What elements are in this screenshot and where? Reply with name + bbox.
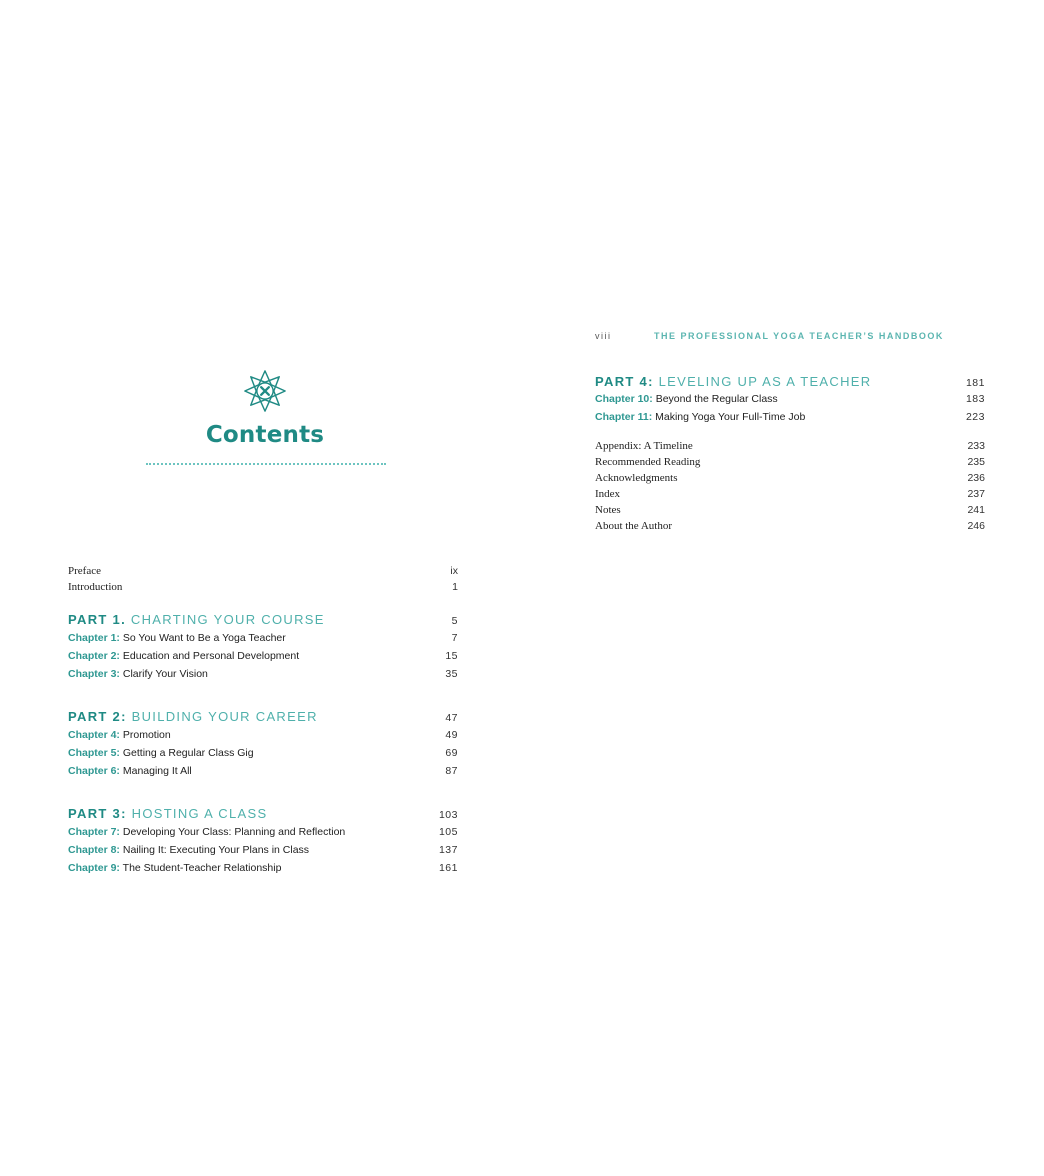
toc-chapter-10[interactable] [595,393,985,405]
running-title: THE PROFESSIONAL YOGA TEACHER’S HANDBOOK [654,331,944,341]
toc-page-number: 87 [445,765,458,777]
toc-page-number: 223 [965,411,985,423]
toc-page-number: 69 [445,747,458,759]
chapter-label: Chapter 3: [68,668,120,680]
chapter-title: Making Yoga Your Full-Time Job [655,411,806,423]
toc-chapter-11[interactable] [595,411,985,423]
toc-entry-title: Notes [595,504,621,516]
toc-page-number: 181 [965,377,985,389]
toc-entry-title: Acknowledgments [595,472,678,484]
toc-chapter-6[interactable] [68,765,458,777]
toc-page-number: 47 [445,712,458,724]
toc-entry-title: Appendix: A Timeline [595,440,693,452]
toc-part-2[interactable] [68,709,458,724]
toc-entry-preface[interactable] [68,565,458,577]
toc-entry-title: Introduction [68,581,123,593]
toc-chapter-1[interactable] [68,632,458,644]
chapter-title: Clarify Your Vision [122,668,208,680]
chapter-label: Chapter 7: [68,826,120,838]
chapter-title: So You Want to Be a Yoga Teacher [122,632,286,644]
toc-chapter-3[interactable] [68,668,458,680]
chapter-title: The Student-Teacher Relationship [122,862,282,874]
toc-entry-title: Preface [68,565,101,577]
lotus-emblem-icon [242,368,288,414]
toc-chapter-7[interactable] [68,826,458,838]
toc-part-1[interactable] [68,612,458,627]
chapter-title: Managing It All [122,765,192,777]
toc-page-number: 7 [451,632,458,644]
toc-entry-acknowledgments[interactable] [595,472,985,484]
toc-entry-about-the-author[interactable] [595,520,985,532]
toc-chapter-9[interactable] [68,862,458,874]
toc-page-number: 235 [967,456,985,468]
toc-page-number: 105 [438,826,458,838]
part-title: CHARTING YOUR COURSE [130,612,325,627]
chapter-label: Chapter 10: [595,393,653,405]
toc-page-number: 237 [967,488,985,500]
dotted-divider [146,463,386,465]
part-label: PART 3: [68,806,127,821]
part-label: PART 4: [595,374,654,389]
toc-page-number: 35 [445,668,458,680]
part-title: BUILDING YOUR CAREER [131,709,318,724]
toc-page-number: ix [450,565,458,577]
page-folio: viii [595,331,612,341]
toc-page-number: 49 [445,729,458,741]
toc-entry-introduction[interactable] [68,581,458,593]
left-page [68,0,458,1176]
toc-chapter-5[interactable] [68,747,458,759]
toc-page-number: 161 [438,862,458,874]
toc-part-3[interactable] [68,806,458,821]
toc-entry-index[interactable] [595,488,985,500]
chapter-title: Nailing It: Executing Your Plans in Class [122,844,310,856]
toc-part-4[interactable] [595,374,985,389]
chapter-label: Chapter 4: [68,729,120,741]
toc-page-number: 233 [967,440,985,452]
toc-entry-recommended-reading[interactable] [595,456,985,468]
right-page [595,0,985,1176]
part-title: LEVELING UP AS A TEACHER [658,374,872,389]
toc-chapter-2[interactable] [68,650,458,662]
toc-page-number: 236 [967,472,985,484]
toc-page-number: 241 [967,504,985,516]
chapter-title: Beyond the Regular Class [655,393,778,405]
chapter-label: Chapter 5: [68,747,120,759]
toc-entry-title: Recommended Reading [595,456,701,468]
toc-entry-title: About the Author [595,520,672,532]
part-label: PART 1. [68,612,126,627]
toc-entry-notes[interactable] [595,504,985,516]
toc-page-number: 15 [445,650,458,662]
chapter-label: Chapter 1: [68,632,120,644]
chapter-label: Chapter 9: [68,862,120,874]
toc-page-number: 1 [452,581,458,593]
toc-page-number: 137 [438,844,458,856]
toc-page-number: 246 [967,520,985,532]
chapter-title: Getting a Regular Class Gig [122,747,254,759]
chapter-label: Chapter 2: [68,650,120,662]
chapter-title: Developing Your Class: Planning and Reflection [122,826,346,838]
toc-chapter-4[interactable] [68,729,458,741]
chapter-title: Education and Personal Development [122,650,300,662]
chapter-label: Chapter 6: [68,765,120,777]
toc-entry-title: Index [595,488,621,500]
toc-page-number: 183 [965,393,985,405]
chapter-label: Chapter 8: [68,844,120,856]
toc-page-number: 5 [451,615,458,627]
part-title: HOSTING A CLASS [131,806,268,821]
contents-title: Contents [205,422,325,448]
chapter-label: Chapter 11: [595,411,653,423]
chapter-title: Promotion [122,729,171,741]
toc-entry-appendix[interactable] [595,440,985,452]
toc-page-number: 103 [438,809,458,821]
part-label: PART 2: [68,709,127,724]
toc-chapter-8[interactable] [68,844,458,856]
